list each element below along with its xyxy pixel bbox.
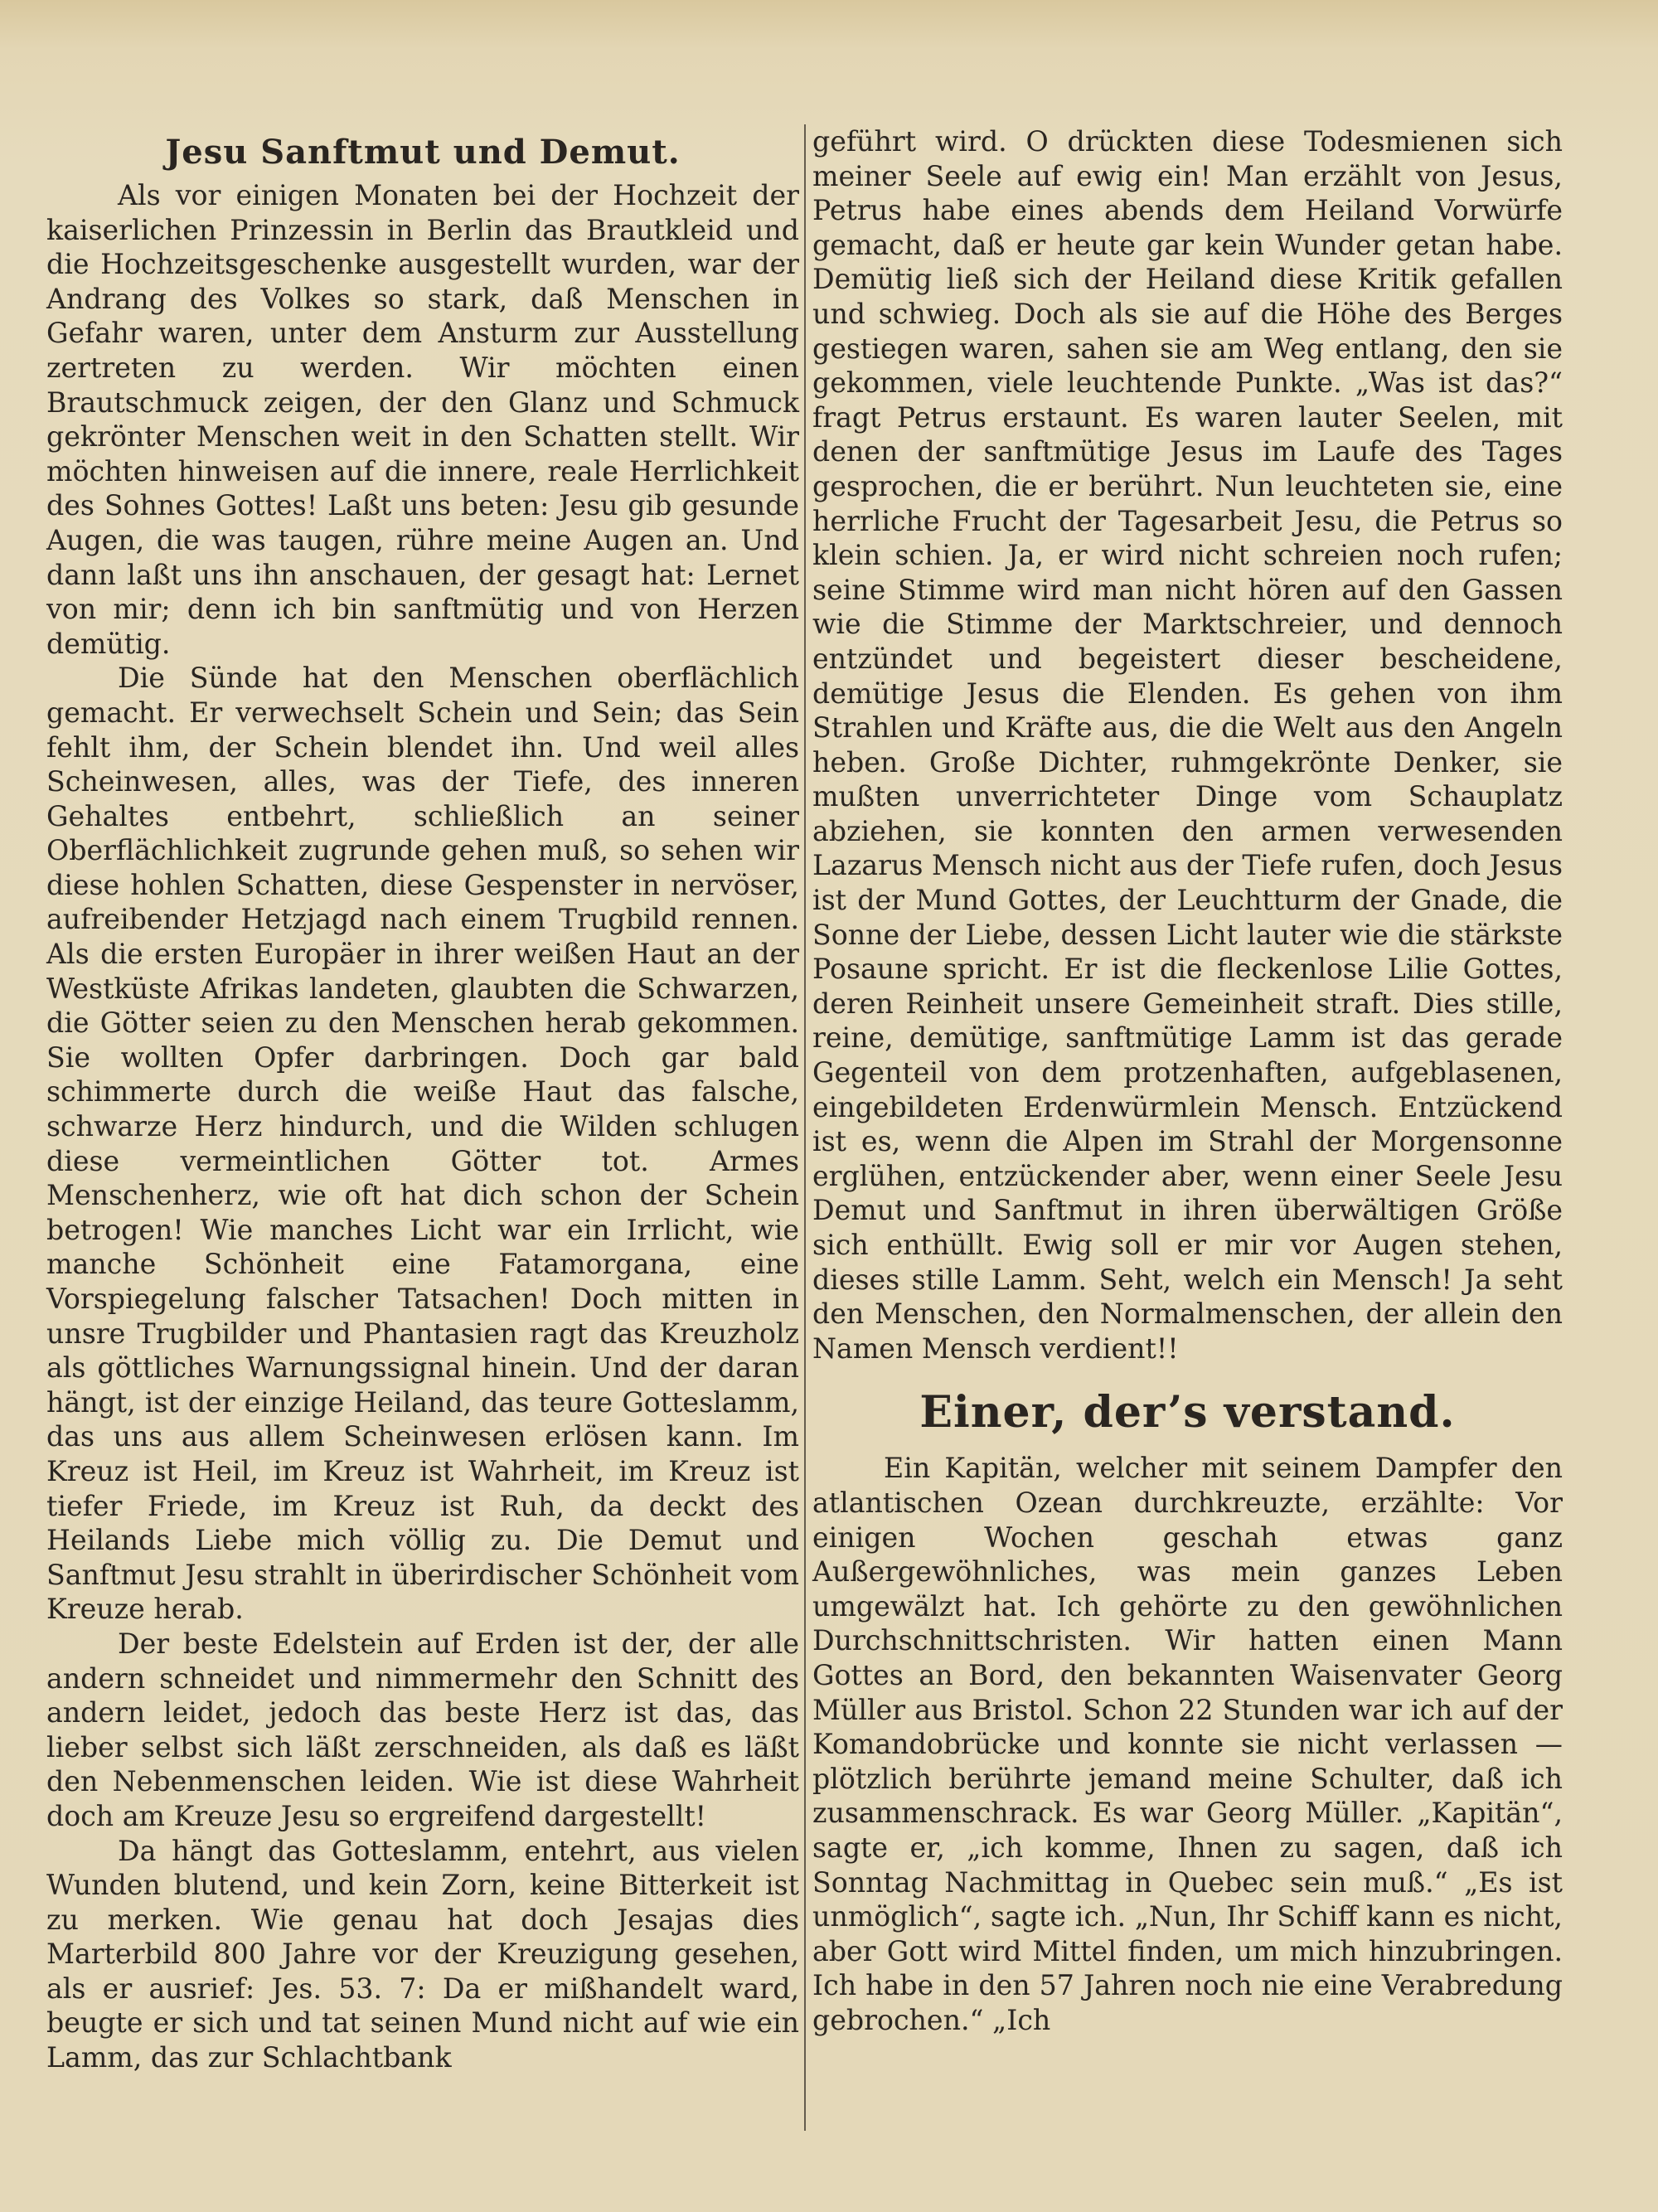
article-paragraph: Der beste Edelstein auf Erden ist der, der alle andern schneidet und nimmermehr den Schnitt des andern leidet, jedoch das beste Herz ist das, das lieber selbst sich läßt zerschneiden, als daß es läßt den Nebenmenschen leiden. Wie ist diese Wahrheit doch am Kreuze Jesu so ergreifend dargestellt! <box>46 1627 799 1832</box>
article-paragraph: Da hängt das Gotteslamm, entehrt, aus vielen Wunden blutend, und kein Zorn, keine Bitterkeit ist zu merken. Wie genau hat doch Jesajas dies Marterbild 800 Jahre vor der Kreuzigung gesehen, als er ausrief: Jes. 53. 7: Da er mißhandelt ward, beugte er sich und tat seinen Mund nicht auf wie ein Lamm, das zur Schlachtbank <box>46 1834 799 2074</box>
article-paragraph: Die Sünde hat den Menschen oberflächlich gemacht. Er verwechselt Schein und Sein; das Sein fehlt ihm, der Schein blendet ihn. Und weil alles Scheinwesen, alles, was der Tiefe, des inneren Gehaltes entbehrt, schließlich an seiner Oberflächlichkeit zugrunde gehen muß, so sehen wir diese hohlen Schatten, diese Gespenster in nervöser, aufreibender Hetzjagd nach einem Trugbild rennen. Als die ersten Europäer in ihrer weißen Haut an der Westküste Afrikas landeten, glaubten die Schwarzen, die Götter seien zu den Menschen herab gekommen. Sie wollten Opfer darbringen. Doch gar bald schimmerte durch die weiße Haut das falsche, schwarze Herz hindurch, und die Wilden schlugen diese vermeintlichen Götter tot. Armes Menschenherz, wie oft hat dich schon der Schein betrogen! Wie manches Licht war ein Irrlicht, wie manche Schönheit eine Fatamorgana, eine Vorspiegelung falscher Tatsachen! Doch mitten in unsre Trugbilder und Phantasien ragt das Kreuzholz als göttliches Warnungssignal hinein. Und der daran hängt, ist der einzige Heiland, das teure Gotteslamm, das uns aus allem Scheinwesen erlösen kann. Im Kreuz ist Heil, im Kreuz ist Wahrheit, im Kreuz ist tiefer Friede, im Kreuz ist Ruh, da deckt des Heilands Liebe mich völlig zu. Die Demut und Sanftmut Jesu strahlt in überirdischer Schönheit vom Kreuze herab. <box>46 662 799 1626</box>
article-paragraph-continued: geführt wird. O drückten diese Todesmienen sich meiner Seele auf ewig ein! Man erzählt von Jesus, Petrus habe eines abends dem Heiland Vorwürfe gemacht, daß er heute gar kein Wunder getan habe. Demütig ließ sich der Heiland diese Kritik gefallen und schwieg. Doch als sie auf die Höhe des Berges gestiegen waren, sahen sie am Weg entlang, den sie gekommen, viele leuchtende Punkte. „Was ist das?“ fragt Petrus erstaunt. Es waren lauter Seelen, mit denen der sanftmütige Jesus im Laufe des Tages gesprochen, die er berührt. Nun leuchteten sie, eine herrliche Frucht der Tagesarbeit Jesu, die Petrus so klein schien. Ja, er wird nicht schreien noch rufen; seine Stimme wird man nicht hören auf den Gassen wie die Stimme der Marktschreier, und dennoch entzündet und begeistert dieser bescheidene, demütige Jesus die Elenden. Es gehen von ihm Strahlen und Kräfte aus, die die Welt aus den Angeln heben. Große Dichter, ruhmgekrönte Denker, sie mußten unverrichteter Dinge vom Schauplatz abziehen, sie konnten den armen verwesenden Lazarus Mensch nicht aus der Tiefe rufen, doch Jesus ist der Mund Gottes, der Leuchtturm der Gnade, die Sonne der Liebe, dessen Licht lauter wie die stärkste Posaune spricht. Er ist die fleckenlose Lilie Gottes, deren Reinheit unsere Gemeinheit straft. Dies stille, reine, demütige, sanftmütige Lamm ist das gerade Gegenteil von dem protzenhaften, aufgeblasenen, eingebildeten Erdenwürmlein Mensch. Entzückend ist es, wenn die Alpen im Strahl der Morgensonne erglühen, entzückender aber, wenn einer Seele Jesu Demut und Sanftmut in ihren überwältigen Größe sich enthüllt. Ewig soll er mir vor Augen stehen, dieses stille Lamm. Seht, welch ein Mensch! Ja seht den Menschen, den Normalmenschen, der allein den Namen Mensch verdient!! <box>812 125 1563 1365</box>
article-paragraph: Als vor einigen Monaten bei der Hochzeit der kaiserlichen Prinzessin in Berlin das Brautkleid und die Hochzeitsgeschenke ausgestellt wurden, war der Andrang des Volkes so stark, daß Menschen in Gefahr waren, unter dem Ansturm zur Ausstellung zertreten zu werden. Wir möchten einen Brautschmuck zeigen, der den Glanz und Schmuck gekrönter Menschen weit in den Schatten stellt. Wir möchten hinweisen auf die innere, reale Herrlichkeit des Sohnes Gottes! Laßt uns beten: Jesu gib gesunde Augen, die was taugen, rühre meine Augen an. Und dann laßt uns ihn anschauen, der gesagt hat: Lernet von mir; denn ich bin sanftmütig und von Herzen demütig. <box>46 179 799 660</box>
article-paragraph: Ein Kapitän, welcher mit seinem Dampfer den atlantischen Ozean durchkreuzte, erzählte: Vor einigen Wochen geschah etwas ganz Außergewöhnliches, was mein ganzes Leben umgewälzt hat. Ich gehörte zu den gewöhnlichen Durchschnittschristen. Wir hatten einen Mann Gottes an Bord, den bekannten Waisenvater Georg Müller aus Bristol. Schon 22 Stunden war ich auf der Komandobrücke und konnte sie nicht verlassen — plötzlich berührte jemand meine Schulter, daß ich zusammenschrack. Es war Georg Müller. „Kapitän“, sagte er, „ich komme, Ihnen zu sagen, daß ich Sonntag Nachmittag in Quebec sein muß.“ „Es ist unmöglich“, sagte ich. „Nun, Ihr Schiff kann es nicht, aber Gott wird Mittel finden, um mich hinzubringen. Ich habe in den 57 Jahren noch nie eine Verabredung gebrochen.“ „Ich <box>812 1452 1563 2036</box>
column-divider <box>804 124 806 2131</box>
right-column <box>812 124 1563 2037</box>
article-title-jesu-sanftmut: Jesu Sanftmut und Demut. <box>165 133 681 172</box>
article-title-einer-ders-verstand: Einer, der’s verstand. <box>919 1387 1456 1438</box>
left-column <box>46 124 799 2075</box>
